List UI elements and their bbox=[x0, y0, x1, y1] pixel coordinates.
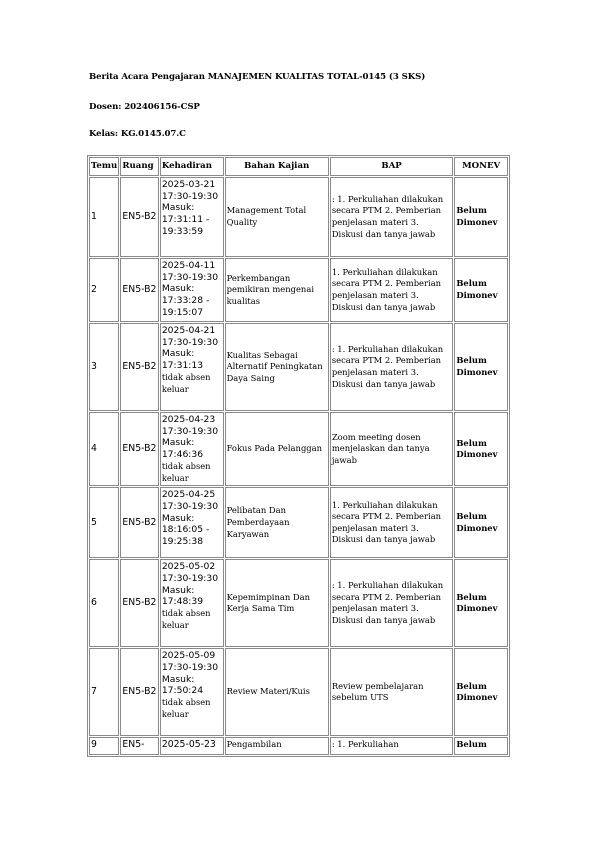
cell-bap: : 1. Perkuliahan bbox=[330, 737, 453, 755]
column-header-bahan-kajian: Bahan Kajian bbox=[225, 157, 329, 176]
table-row bbox=[89, 323, 508, 411]
cell-temu: 9 bbox=[89, 737, 119, 755]
attendance-time: 17:33:28 - 19:15:07 bbox=[161, 295, 210, 318]
attendance-note: tidak absen keluar bbox=[161, 697, 211, 719]
cell-monev: Belum Dimonev bbox=[454, 412, 508, 486]
document-title: Berita Acara Pengajaran MANAJEMEN KUALITAS TOTAL-0145 (3 SKS) bbox=[89, 72, 426, 82]
lecturer-label: Dosen: 202406156-CSP bbox=[89, 102, 200, 112]
cell-temu: 7 bbox=[89, 648, 119, 736]
attendance-time: 17:31:11 - 19:33:59 bbox=[161, 214, 210, 237]
teaching-record-table bbox=[87, 155, 510, 757]
cell-ruang: EN5-B2 bbox=[120, 412, 158, 486]
cell-kehadiran bbox=[160, 323, 224, 411]
attendance-schedule: 17:30-19:30 bbox=[161, 271, 219, 283]
attendance-time: 17:46:36 bbox=[161, 449, 204, 461]
cell-temu: 5 bbox=[89, 487, 119, 558]
attendance-in-label: Masuk: bbox=[161, 202, 195, 214]
cell-bahan-kajian: Management Total Quality bbox=[225, 177, 329, 257]
table-row bbox=[89, 258, 508, 322]
cell-monev: Belum Dimonev bbox=[454, 487, 508, 558]
attendance-date: 2025-04-25 bbox=[161, 489, 216, 501]
attendance-schedule: 17:30-19:30 bbox=[161, 661, 219, 673]
attendance-note: tidak absen keluar bbox=[161, 460, 211, 483]
cell-kehadiran bbox=[160, 487, 224, 558]
attendance-date: 2025-04-21 bbox=[161, 325, 216, 336]
attendance-schedule: 17:30-19:30 bbox=[161, 500, 219, 512]
table-row bbox=[89, 648, 508, 736]
cell-bap: : 1. Perkuliahan dilakukan secara PTM 2. Pemberian penjelasan materi 3. Diskusi dan tanya jawab bbox=[330, 177, 453, 257]
attendance-in-label: Masuk: bbox=[161, 283, 195, 295]
table-row bbox=[89, 559, 508, 647]
attendance-schedule: 17:30-19:30 bbox=[161, 336, 219, 348]
attendance-time: 17:31:13 bbox=[161, 360, 204, 372]
cell-kehadiran bbox=[160, 412, 224, 486]
attendance-in-label: Masuk: bbox=[161, 584, 195, 596]
column-header-kehadiran: Kehadiran bbox=[160, 157, 224, 176]
cell-bap: : 1. Perkuliahan dilakukan secara PTM 2. Pemberian penjelasan materi 3. Diskusi dan tanya jawab bbox=[330, 559, 453, 647]
attendance-note: tidak absen keluar bbox=[161, 608, 211, 630]
cell-temu: 6 bbox=[89, 559, 119, 647]
cell-monev: Belum Dimonev bbox=[454, 559, 508, 647]
cell-kehadiran bbox=[160, 177, 224, 257]
attendance-date: 2025-03-21 bbox=[161, 179, 216, 190]
attendance-in-label: Masuk: bbox=[161, 348, 195, 360]
cell-bap: : 1. Perkuliahan dilakukan secara PTM 2. Pemberian penjelasan materi 3. Diskusi dan tanya jawab bbox=[330, 323, 453, 411]
cell-ruang: EN5-B2 bbox=[120, 177, 158, 257]
cell-monev: Belum Dimonev bbox=[454, 323, 508, 411]
cell-monev: Belum Dimonev bbox=[454, 648, 508, 736]
column-header-ruang: Ruang bbox=[120, 157, 158, 176]
cell-bap: Review pembelajaran sebelum UTS bbox=[330, 648, 453, 736]
cell-bahan-kajian: Fokus Pada Pelanggan bbox=[225, 412, 329, 486]
cell-ruang: EN5-B2 bbox=[120, 559, 158, 647]
cell-temu: 4 bbox=[89, 412, 119, 486]
attendance-schedule: 17:30-19:30 bbox=[161, 425, 219, 437]
cell-bahan-kajian: Review Materi/Kuis bbox=[225, 648, 329, 736]
table-row bbox=[89, 177, 508, 257]
cell-bap: 1. Perkuliahan dilakukan secara PTM 2. Pemberian penjelasan materi 3. Diskusi dan tanya jawab bbox=[330, 487, 453, 558]
cell-bahan-kajian: Perkembangan pemikiran mengenai kualitas bbox=[225, 258, 329, 322]
cell-ruang: EN5-B2 bbox=[120, 648, 158, 736]
cell-bahan-kajian: Pelibatan Dan Pemberdayaan Karyawan bbox=[225, 487, 329, 558]
attendance-date: 2025-05-02 bbox=[161, 561, 216, 573]
attendance-time: 18:16:05 - 19:25:38 bbox=[161, 524, 210, 548]
cell-monev: Belum Dimonev bbox=[454, 177, 508, 257]
attendance-in-label: Masuk: bbox=[161, 437, 195, 449]
cell-bahan-kajian: Kualitas Sebagai Alternatif Peningkatan Daya Saing bbox=[225, 323, 329, 411]
cell-kehadiran bbox=[160, 648, 224, 736]
column-header-bap: BAP bbox=[330, 157, 453, 176]
cell-bahan-kajian: Kepemimpinan Dan Kerja Sama Tim bbox=[225, 559, 329, 647]
cell-bap: Zoom meeting dosen menjelaskan dan tanya jawab bbox=[330, 412, 453, 486]
cell-kehadiran: 2025-05-23 bbox=[160, 737, 224, 755]
table-row bbox=[89, 487, 508, 558]
attendance-time: 17:48:39 bbox=[161, 596, 204, 608]
cell-monev: Belum bbox=[454, 737, 508, 755]
attendance-date: 2025-04-11 bbox=[161, 260, 216, 271]
cell-temu: 3 bbox=[89, 323, 119, 411]
attendance-date: 2025-04-23 bbox=[161, 414, 216, 425]
attendance-in-label: Masuk: bbox=[161, 673, 195, 685]
attendance-in-label: Masuk: bbox=[161, 512, 195, 524]
attendance-time: 17:50:24 bbox=[161, 685, 204, 697]
cell-bahan-kajian: Pengambilan bbox=[225, 737, 329, 755]
attendance-schedule: 17:30-19:30 bbox=[161, 572, 219, 584]
attendance-note: tidak absen keluar bbox=[161, 371, 211, 394]
class-label: Kelas: KG.0145.07.C bbox=[89, 129, 186, 139]
cell-kehadiran bbox=[160, 559, 224, 647]
cell-ruang: EN5-B2 bbox=[120, 258, 158, 322]
cell-monev: Belum Dimonev bbox=[454, 258, 508, 322]
cell-kehadiran bbox=[160, 258, 224, 322]
cell-bap: 1. Perkuliahan dilakukan secara PTM 2. Pemberian penjelasan materi 3. Diskusi dan tanya jawab bbox=[330, 258, 453, 322]
column-header-monev: MONEV bbox=[454, 157, 508, 176]
cell-ruang: EN5- bbox=[120, 737, 158, 755]
cell-ruang: EN5-B2 bbox=[120, 487, 158, 558]
cell-temu: 2 bbox=[89, 258, 119, 322]
column-header-temu: Temu bbox=[89, 157, 119, 176]
cell-ruang: EN5-B2 bbox=[120, 323, 158, 411]
cell-temu: 1 bbox=[89, 177, 119, 257]
attendance-schedule: 17:30-19:30 bbox=[161, 190, 219, 202]
table-row bbox=[89, 412, 508, 486]
table-header-row bbox=[89, 157, 508, 176]
attendance-date: 2025-05-09 bbox=[161, 650, 216, 662]
table-row-partial bbox=[89, 737, 508, 755]
